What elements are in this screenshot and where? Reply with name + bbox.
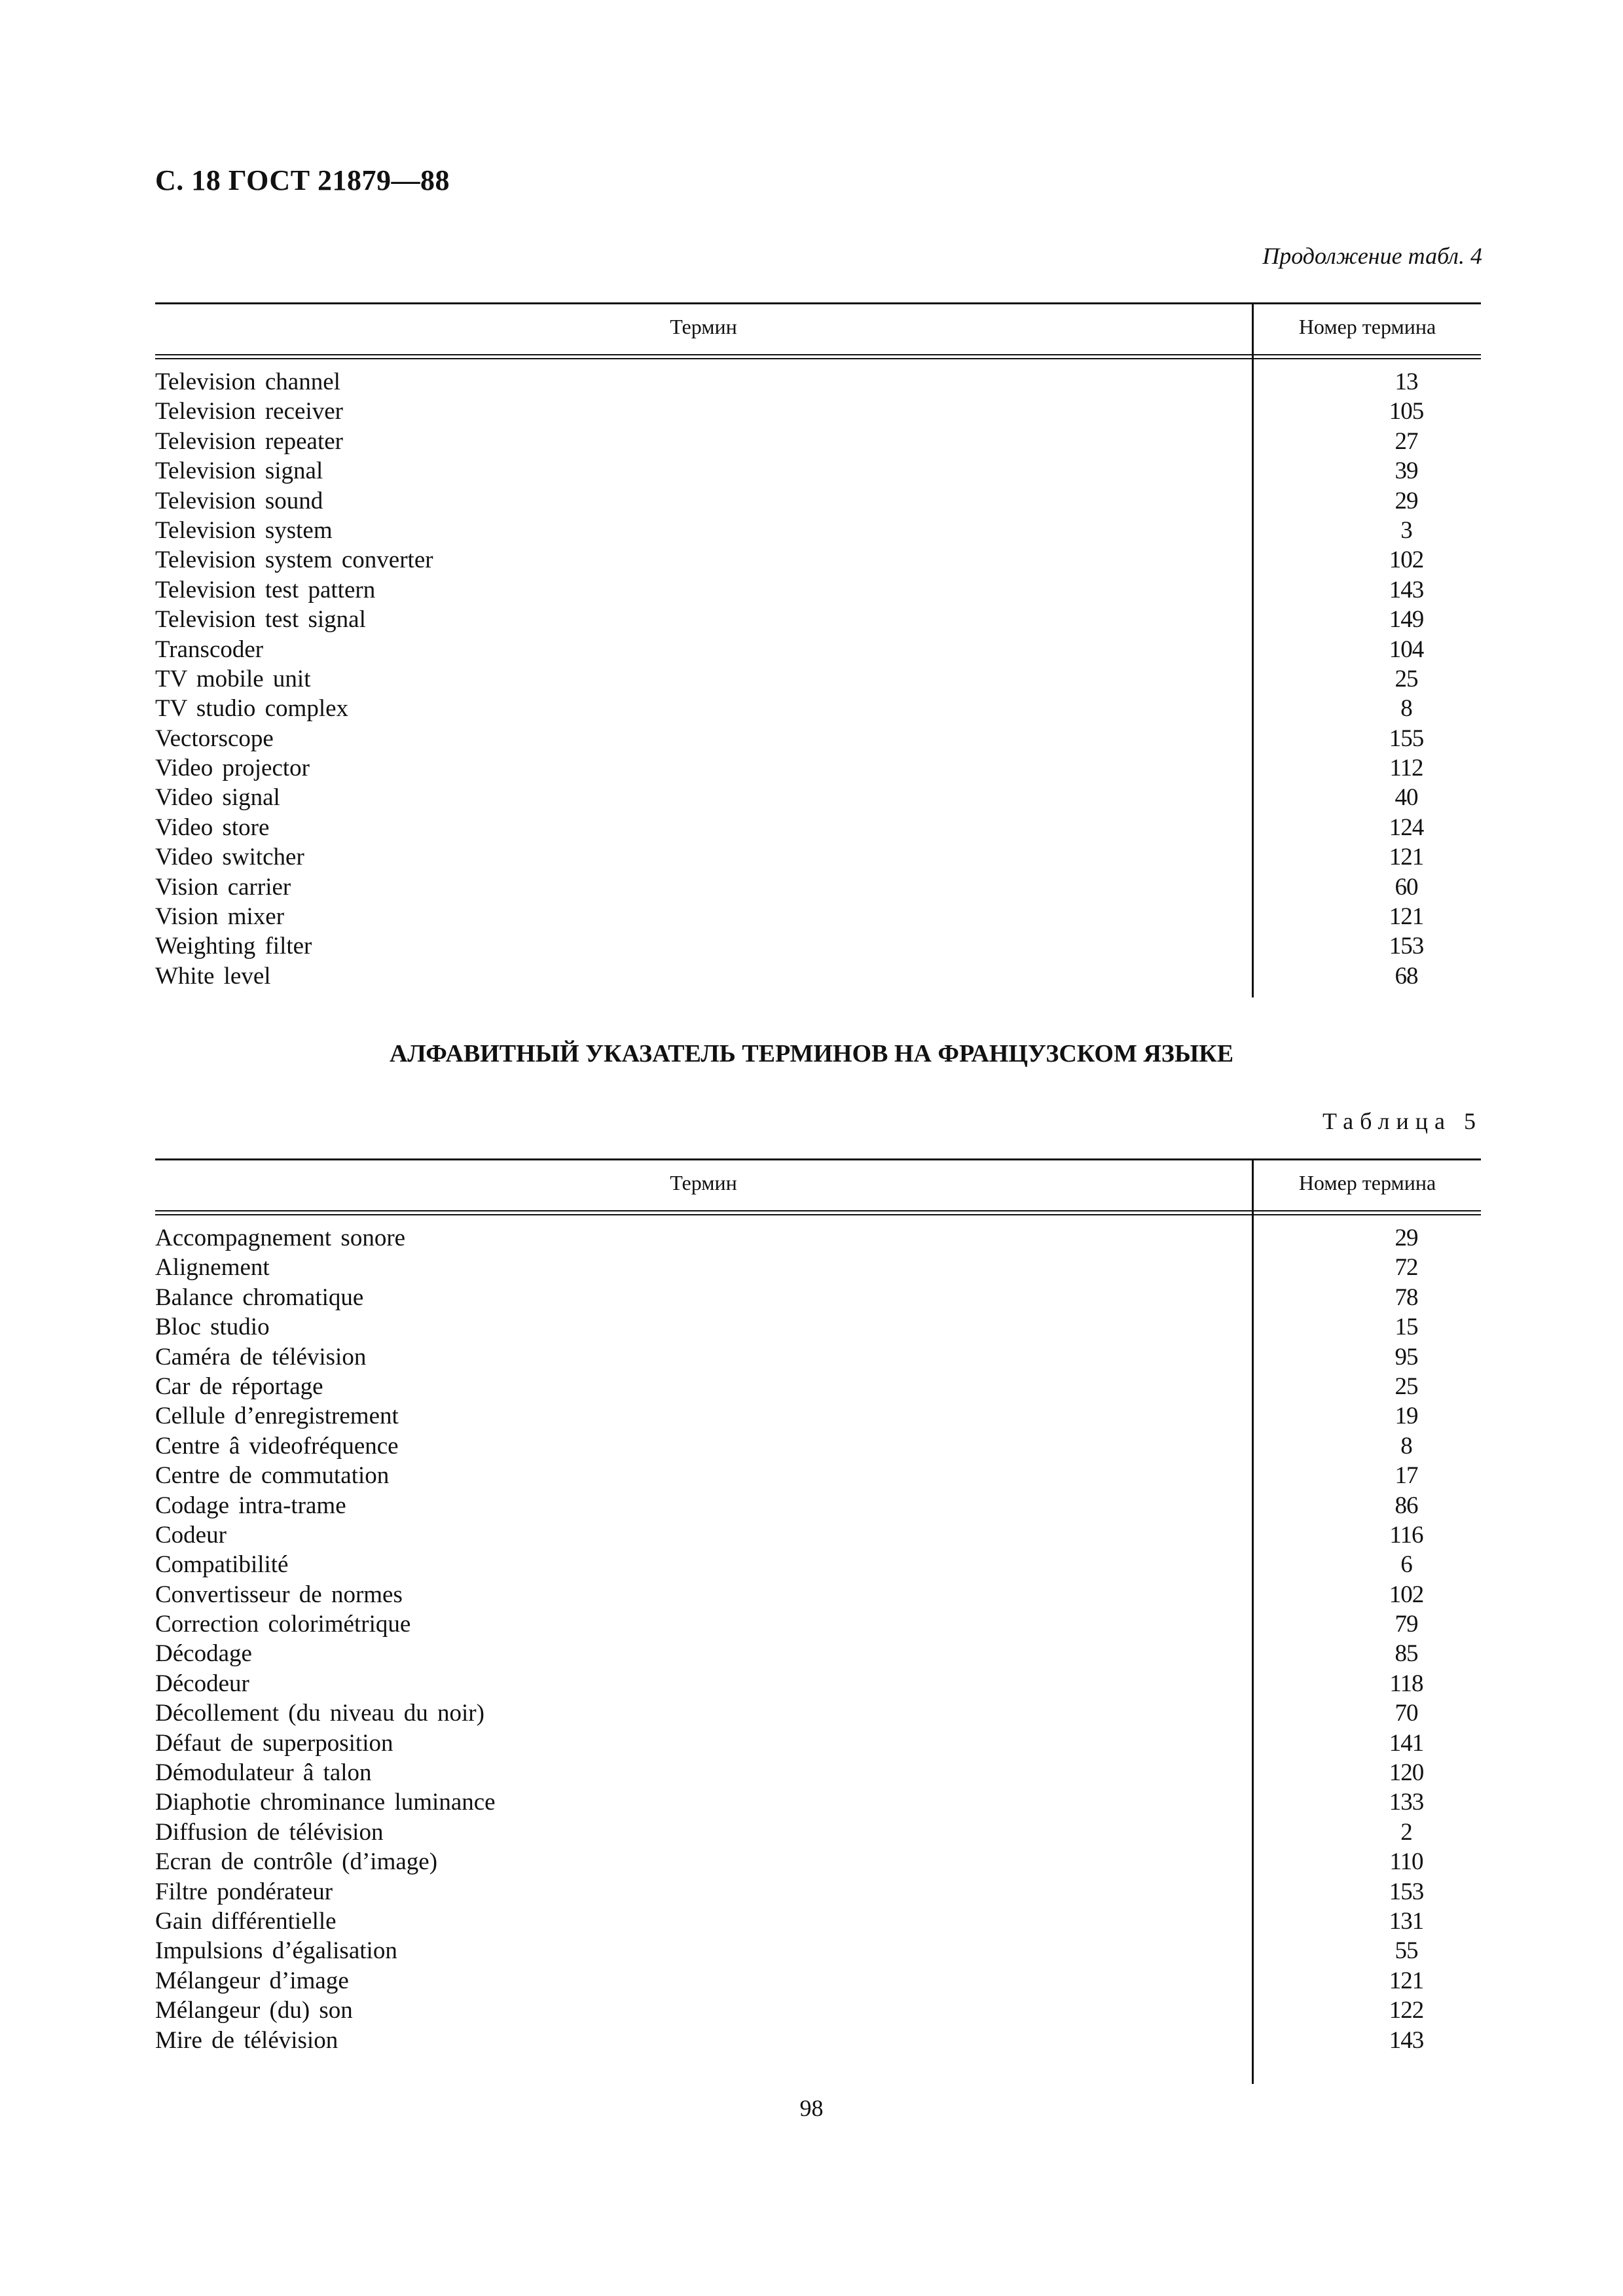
term-cell: Convertisseur de normes xyxy=(155,1581,403,1608)
term-number-cell: 133 xyxy=(1389,1789,1424,1816)
term-number-cell: 131 xyxy=(1389,1907,1424,1935)
term-cell: Video switcher xyxy=(155,844,304,871)
term-cell: Bloc studio xyxy=(155,1314,270,1341)
term-cell: Décodeur xyxy=(155,1670,249,1697)
column-header-number: Номер термина xyxy=(1298,1171,1436,1194)
english-terms-table xyxy=(155,302,1481,991)
term-cell: Video signal xyxy=(155,784,280,812)
column-header-term: Термин xyxy=(670,1171,737,1194)
term-cell: Television receiver xyxy=(155,398,343,425)
term-number-cell: 8 xyxy=(1400,695,1412,723)
term-cell: Television system converter xyxy=(155,547,433,574)
table-row xyxy=(155,397,1481,426)
term-number-cell: 60 xyxy=(1395,873,1418,901)
term-cell: Diaphotie chrominance luminance xyxy=(155,1789,496,1816)
term-cell: Mire de télévision xyxy=(155,2026,338,2054)
term-number-cell: 122 xyxy=(1389,1997,1424,2024)
table-row xyxy=(155,456,1481,486)
term-cell: White level xyxy=(155,962,271,990)
term-number-cell: 118 xyxy=(1389,1670,1423,1697)
term-cell: Codage intra-trame xyxy=(155,1492,346,1519)
term-number-cell: 95 xyxy=(1395,1343,1418,1371)
table-row xyxy=(155,1758,1481,1787)
term-cell: Transcoder xyxy=(155,636,264,663)
term-number-cell: 78 xyxy=(1395,1283,1418,1311)
table-body xyxy=(155,359,1481,991)
term-cell: Television system xyxy=(155,516,333,544)
term-number-cell: 3 xyxy=(1400,516,1412,544)
table-row xyxy=(155,1907,1481,1936)
term-number-cell: 104 xyxy=(1389,636,1424,663)
term-cell: Accompagnement sonore xyxy=(155,1225,406,1251)
term-cell: Vectorscope xyxy=(155,725,274,752)
term-cell: Mélangeur d’image xyxy=(155,1967,349,1994)
term-cell: Défaut de superposition xyxy=(155,1729,393,1757)
term-cell: Ecran de contrôle (d’image) xyxy=(155,1848,438,1876)
table-row xyxy=(155,664,1481,694)
term-cell: Television channel xyxy=(155,368,340,395)
table-row xyxy=(155,1877,1481,1907)
term-cell: Décodage xyxy=(155,1640,252,1668)
term-number-cell: 15 xyxy=(1395,1314,1418,1341)
term-number-cell: 110 xyxy=(1389,1848,1423,1876)
term-cell: TV studio complex xyxy=(155,695,349,723)
table-row xyxy=(155,1639,1481,1668)
term-number-cell: 143 xyxy=(1389,2026,1424,2054)
term-number-cell: 27 xyxy=(1395,427,1418,455)
table-row xyxy=(155,753,1481,783)
term-number-cell: 149 xyxy=(1389,606,1424,634)
table-row xyxy=(155,902,1481,931)
term-cell: Impulsions d’égalisation xyxy=(155,1937,397,1965)
table-row xyxy=(155,961,1481,991)
term-cell: Television repeater xyxy=(155,427,343,455)
term-number-cell: 124 xyxy=(1389,814,1424,841)
table-row xyxy=(155,1818,1481,1847)
table-row xyxy=(155,545,1481,575)
term-number-cell: 102 xyxy=(1389,547,1424,574)
term-number-cell: 153 xyxy=(1389,1878,1424,1905)
term-number-cell: 85 xyxy=(1395,1640,1418,1668)
table-row xyxy=(155,1283,1481,1312)
table-row xyxy=(155,1461,1481,1490)
table-row xyxy=(155,1372,1481,1401)
page-number: 98 xyxy=(799,2095,824,2121)
table-row xyxy=(155,1342,1481,1372)
table-row xyxy=(155,694,1481,723)
table-row xyxy=(155,1580,1481,1609)
term-number-cell: 121 xyxy=(1389,903,1424,931)
table-row xyxy=(155,872,1481,902)
term-number-cell: 72 xyxy=(1395,1254,1418,1282)
term-number-cell: 112 xyxy=(1389,755,1423,782)
term-cell: Vision carrier xyxy=(155,873,291,901)
page-header: С. 18 ГОСТ 21879—88 xyxy=(155,164,450,196)
term-cell: Décollement (du niveau du noir) xyxy=(155,1700,484,1727)
table-row xyxy=(155,575,1481,605)
term-number-cell: 25 xyxy=(1395,665,1418,692)
term-number-cell: 143 xyxy=(1389,576,1424,603)
table-row xyxy=(155,1966,1481,1996)
table-row xyxy=(155,516,1481,545)
table-row xyxy=(155,605,1481,634)
term-cell: Caméra de télévision xyxy=(155,1343,367,1371)
table-row xyxy=(155,1729,1481,1758)
term-number-cell: 55 xyxy=(1395,1937,1418,1965)
table-row xyxy=(155,2026,1481,2055)
table-row xyxy=(155,486,1481,516)
term-number-cell: 141 xyxy=(1389,1729,1424,1757)
table-row xyxy=(155,635,1481,664)
term-number-cell: 79 xyxy=(1395,1611,1418,1638)
term-number-cell: 29 xyxy=(1395,1225,1418,1251)
table-row xyxy=(155,1550,1481,1579)
table-row xyxy=(155,1223,1481,1253)
term-cell: Centre â videofréquence xyxy=(155,1432,399,1460)
term-cell: Video projector xyxy=(155,755,310,782)
term-cell: Gain différentielle xyxy=(155,1907,337,1935)
term-cell: Cellule d’enregistrement xyxy=(155,1403,399,1430)
column-header-number: Номер термина xyxy=(1298,315,1436,338)
table-row xyxy=(155,1431,1481,1461)
term-number-cell: 70 xyxy=(1395,1700,1418,1727)
term-cell: Diffusion de télévision xyxy=(155,1818,384,1846)
term-number-cell: 121 xyxy=(1389,1967,1424,1994)
term-cell: Television sound xyxy=(155,487,323,514)
term-number-cell: 120 xyxy=(1389,1759,1424,1787)
table-row xyxy=(155,1491,1481,1520)
term-number-cell: 105 xyxy=(1389,398,1424,425)
term-cell: Centre de commutation xyxy=(155,1462,390,1490)
table-row xyxy=(155,1936,1481,1965)
term-cell: Filtre pondérateur xyxy=(155,1878,333,1905)
column-header-term: Термин xyxy=(670,315,737,338)
term-cell: Car de réportage xyxy=(155,1372,323,1400)
term-number-cell: 17 xyxy=(1395,1462,1418,1490)
table-row xyxy=(155,1669,1481,1698)
term-number-cell: 6 xyxy=(1400,1551,1412,1579)
term-number-cell: 86 xyxy=(1395,1492,1418,1519)
table-row xyxy=(155,1996,1481,2025)
table-row xyxy=(155,367,1481,397)
term-cell: Television signal xyxy=(155,457,323,485)
table-header xyxy=(155,302,1481,359)
term-cell: Codeur xyxy=(155,1521,227,1549)
term-cell: Television test pattern xyxy=(155,576,376,603)
term-number-cell: 29 xyxy=(1395,487,1418,514)
table-row xyxy=(155,724,1481,753)
table-row xyxy=(155,1787,1481,1817)
french-terms-table xyxy=(155,1158,1481,2055)
table-row xyxy=(155,1312,1481,1342)
table-row xyxy=(155,1520,1481,1550)
table-row xyxy=(155,813,1481,842)
table-row xyxy=(155,427,1481,456)
table-row xyxy=(155,1253,1481,1282)
table-row xyxy=(155,842,1481,872)
term-number-cell: 39 xyxy=(1395,457,1418,485)
term-number-cell: 116 xyxy=(1389,1521,1423,1549)
table-continuation-label: Продолжение табл. 4 xyxy=(1262,243,1482,269)
table-row xyxy=(155,1609,1481,1639)
term-cell: Balance chromatique xyxy=(155,1283,364,1311)
term-number-cell: 121 xyxy=(1389,844,1424,871)
term-cell: Vision mixer xyxy=(155,903,285,931)
table-label: Таблица 5 xyxy=(1322,1108,1482,1134)
table-body xyxy=(155,1215,1481,2055)
term-number-cell: 19 xyxy=(1395,1403,1418,1430)
table-row xyxy=(155,1847,1481,1876)
table-row xyxy=(155,1401,1481,1431)
term-cell: Weighting filter xyxy=(155,933,312,960)
term-cell: TV mobile unit xyxy=(155,665,311,692)
term-number-cell: 155 xyxy=(1389,725,1424,752)
term-cell: Television test signal xyxy=(155,606,366,634)
table-header xyxy=(155,1158,1481,1215)
term-number-cell: 153 xyxy=(1389,933,1424,960)
term-cell: Démodulateur â talon xyxy=(155,1759,372,1787)
term-cell: Compatibilité xyxy=(155,1551,289,1579)
term-cell: Alignement xyxy=(155,1254,270,1282)
table-row xyxy=(155,783,1481,812)
term-number-cell: 102 xyxy=(1389,1581,1424,1608)
term-number-cell: 40 xyxy=(1395,784,1418,812)
section-title: АЛФАВИТНЫЙ УКАЗАТЕЛЬ ТЕРМИНОВ НА ФРАНЦУЗСКОМ ЯЗЫКЕ xyxy=(389,1040,1234,1067)
term-number-cell: 8 xyxy=(1400,1432,1412,1460)
term-cell: Video store xyxy=(155,814,270,841)
term-cell: Mélangeur (du) son xyxy=(155,1997,353,2024)
term-number-cell: 25 xyxy=(1395,1372,1418,1400)
term-number-cell: 68 xyxy=(1395,962,1418,990)
term-number-cell: 2 xyxy=(1400,1818,1412,1846)
table-row xyxy=(155,1698,1481,1728)
table-row xyxy=(155,931,1481,961)
term-number-cell: 13 xyxy=(1395,368,1418,395)
term-cell: Correction colorimétrique xyxy=(155,1611,411,1638)
